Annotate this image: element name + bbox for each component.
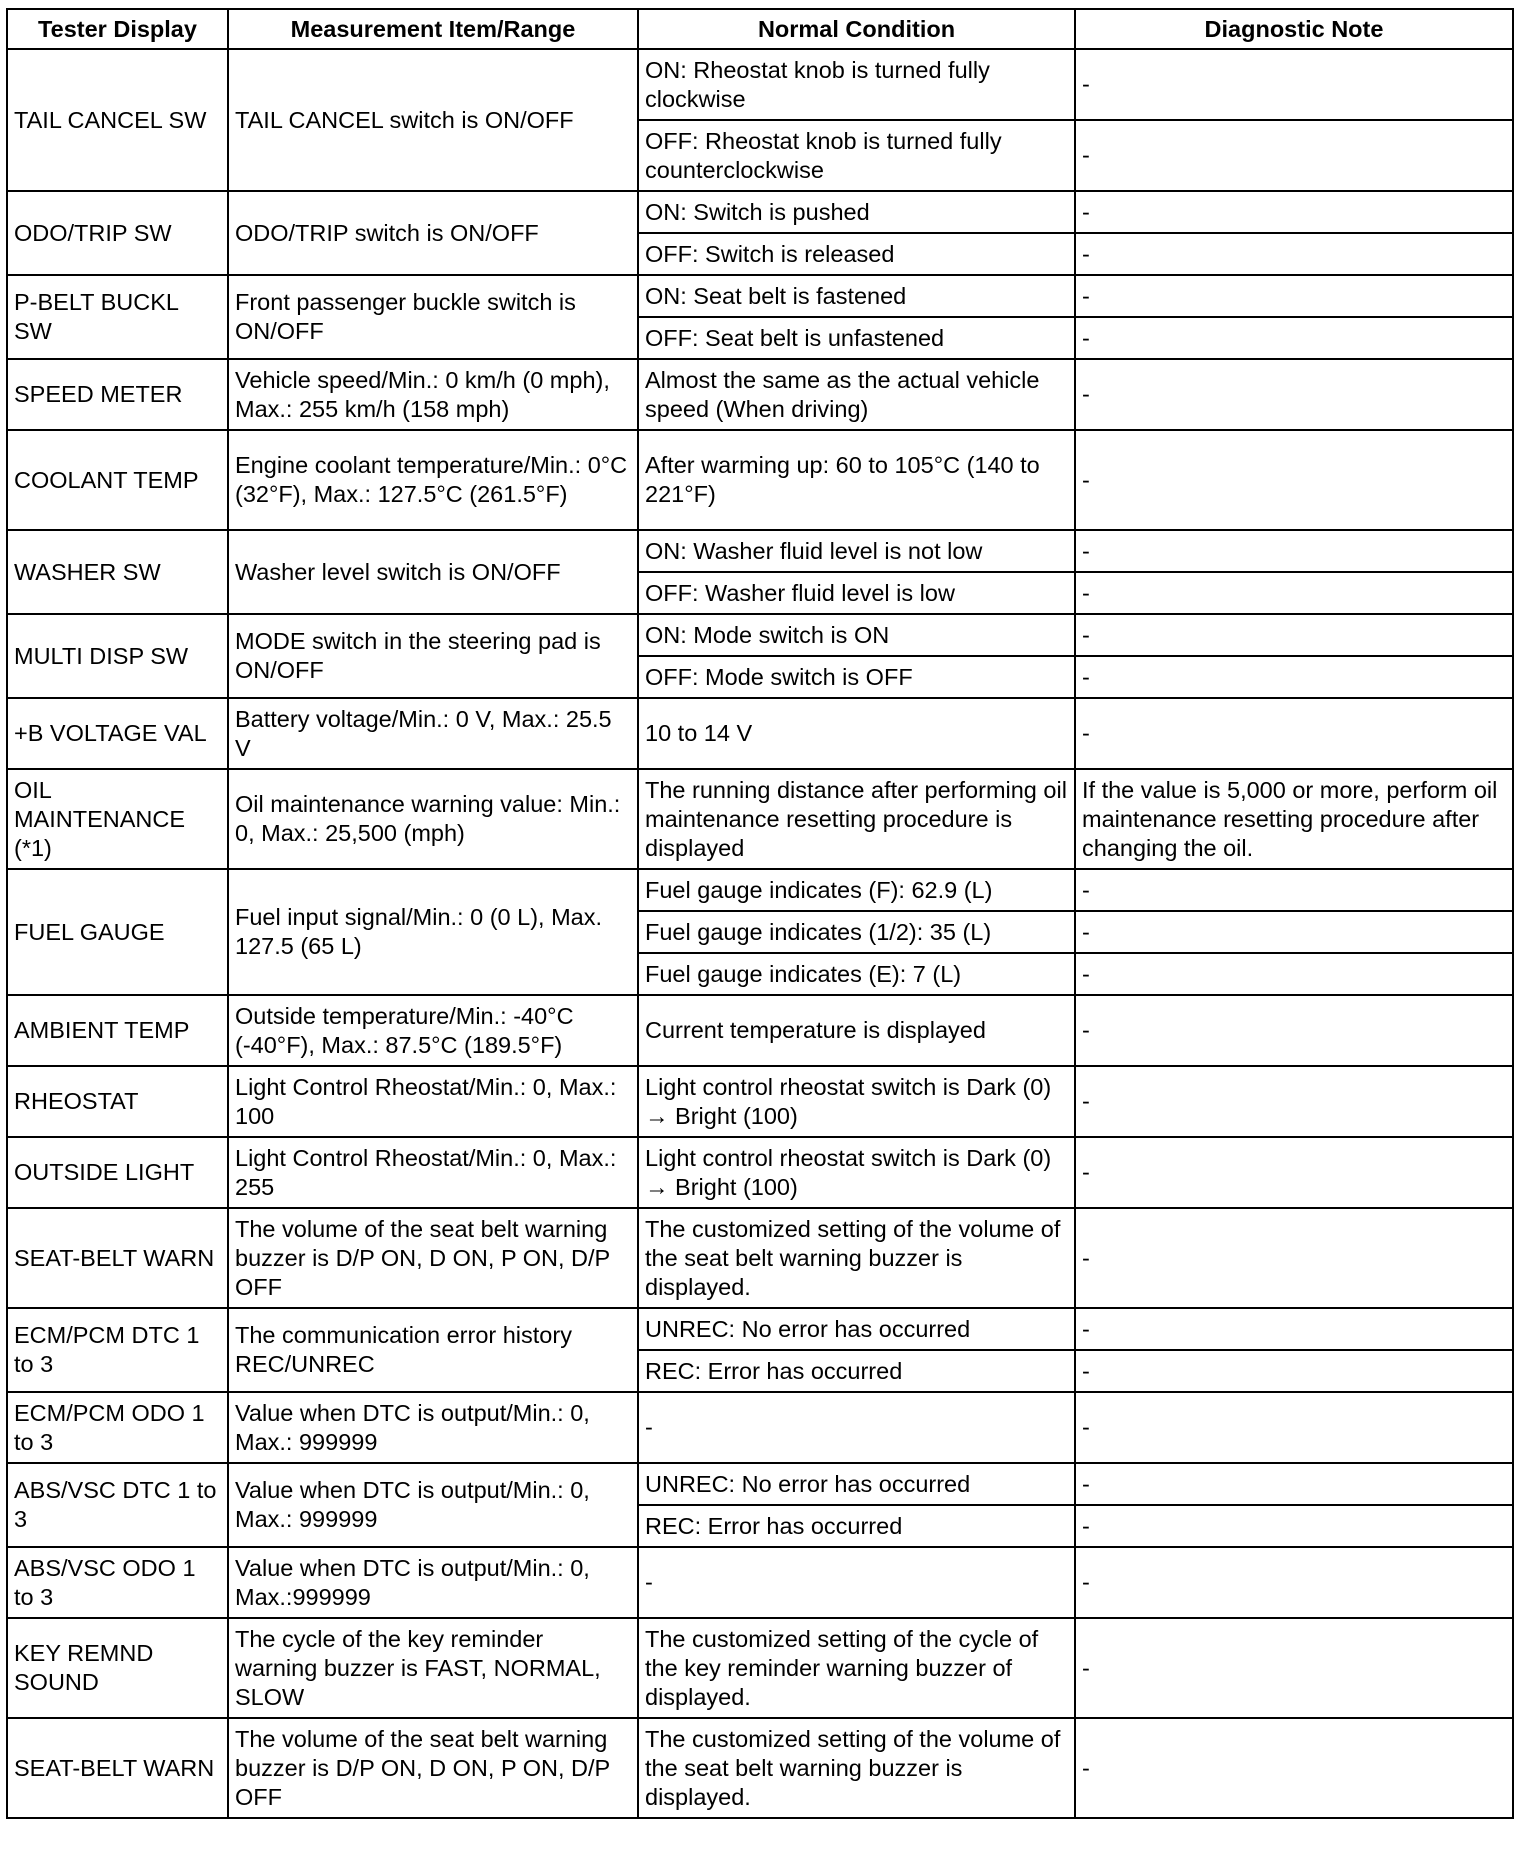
diagnostic-note-cell: - — [1075, 191, 1513, 233]
normal-condition-cell: Fuel gauge indicates (1/2): 35 (L) — [638, 911, 1075, 953]
tester-display-cell: RHEOSTAT — [7, 1066, 228, 1137]
normal-condition-cell: ON: Rheostat knob is turned fully clockwise — [638, 49, 1075, 120]
diagnostic-note-cell: - — [1075, 317, 1513, 359]
normal-condition-cell: OFF: Mode switch is OFF — [638, 656, 1075, 698]
measurement-cell: The volume of the seat belt warning buzzer is D/P ON, D ON, P ON, D/P OFF — [228, 1208, 638, 1308]
diagnostic-note-cell: - — [1075, 1463, 1513, 1505]
normal-condition-cell: ON: Seat belt is fastened — [638, 275, 1075, 317]
diagnostic-note-cell: - — [1075, 1547, 1513, 1618]
measurement-cell: Fuel input signal/Min.: 0 (0 L), Max. 127.5 (65 L) — [228, 869, 638, 995]
diagnostic-note-cell: - — [1075, 530, 1513, 572]
measurement-cell: Engine coolant temperature/Min.: 0°C (32°F), Max.: 127.5°C (261.5°F) — [228, 430, 638, 530]
diagnostic-note-cell: - — [1075, 1350, 1513, 1392]
measurement-cell: Washer level switch is ON/OFF — [228, 530, 638, 614]
table-row — [7, 1392, 1513, 1463]
measurement-cell: TAIL CANCEL switch is ON/OFF — [228, 49, 638, 191]
tester-display-cell: P-BELT BUCKL SW — [7, 275, 228, 359]
normal-condition-cell: The running distance after performing oil maintenance resetting procedure is displayed — [638, 769, 1075, 869]
header-diagnostic-note: Diagnostic Note — [1075, 9, 1513, 49]
tester-display-cell: OUTSIDE LIGHT — [7, 1137, 228, 1208]
table-row — [7, 1463, 1513, 1505]
table-row — [7, 359, 1513, 430]
normal-condition-cell: ON: Washer fluid level is not low — [638, 530, 1075, 572]
header-tester-display: Tester Display — [7, 9, 228, 49]
diagnostic-note-cell: - — [1075, 911, 1513, 953]
diagnostic-note-cell: - — [1075, 953, 1513, 995]
table-row — [7, 191, 1513, 233]
table-row — [7, 614, 1513, 656]
diagnostic-note-cell: - — [1075, 275, 1513, 317]
normal-condition-cell: - — [638, 1547, 1075, 1618]
normal-condition-cell: OFF: Switch is released — [638, 233, 1075, 275]
diagnostic-note-cell: - — [1075, 614, 1513, 656]
measurement-cell: Value when DTC is output/Min.: 0, Max.: 999999 — [228, 1463, 638, 1547]
normal-condition-cell: After warming up: 60 to 105°C (140 to 221°F) — [638, 430, 1075, 530]
normal-condition-cell: The customized setting of the cycle of the key reminder warning buzzer of displayed. — [638, 1618, 1075, 1718]
measurement-cell: Value when DTC is output/Min.: 0, Max.:999999 — [228, 1547, 638, 1618]
normal-condition-cell: 10 to 14 V — [638, 698, 1075, 769]
tester-display-cell: AMBIENT TEMP — [7, 995, 228, 1066]
table-row — [7, 995, 1513, 1066]
normal-condition-cell: The customized setting of the volume of the seat belt warning buzzer is displayed. — [638, 1718, 1075, 1818]
diagnostic-note-cell: - — [1075, 233, 1513, 275]
header-measurement: Measurement Item/Range — [228, 9, 638, 49]
table-row — [7, 1208, 1513, 1308]
tester-display-cell: SPEED METER — [7, 359, 228, 430]
header-normal-condition: Normal Condition — [638, 9, 1075, 49]
normal-condition-cell: OFF: Rheostat knob is turned fully counterclockwise — [638, 120, 1075, 191]
measurement-cell: ODO/TRIP switch is ON/OFF — [228, 191, 638, 275]
diagnostic-note-cell: - — [1075, 1618, 1513, 1718]
table-row — [7, 49, 1513, 120]
tester-display-cell: ECM/PCM DTC 1 to 3 — [7, 1308, 228, 1392]
tester-display-cell: ECM/PCM ODO 1 to 3 — [7, 1392, 228, 1463]
measurement-cell: MODE switch in the steering pad is ON/OFF — [228, 614, 638, 698]
normal-condition-cell: Light control rheostat switch is Dark (0) → Bright (100) — [638, 1137, 1075, 1208]
diagnostic-note-cell: - — [1075, 49, 1513, 120]
normal-condition-cell: ON: Switch is pushed — [638, 191, 1075, 233]
normal-condition-cell: REC: Error has occurred — [638, 1350, 1075, 1392]
diagnostic-note-cell: - — [1075, 1392, 1513, 1463]
normal-condition-cell: REC: Error has occurred — [638, 1505, 1075, 1547]
normal-condition-cell: ON: Mode switch is ON — [638, 614, 1075, 656]
table-row — [7, 275, 1513, 317]
measurement-cell: The cycle of the key reminder warning buzzer is FAST, NORMAL, SLOW — [228, 1618, 638, 1718]
diagnostic-note-cell: - — [1075, 995, 1513, 1066]
tester-display-cell: OIL MAINTENANCE (*1) — [7, 769, 228, 869]
diagnostic-note-cell: - — [1075, 1208, 1513, 1308]
normal-condition-cell: Fuel gauge indicates (E): 7 (L) — [638, 953, 1075, 995]
diagnostic-note-cell: - — [1075, 869, 1513, 911]
measurement-cell: Vehicle speed/Min.: 0 km/h (0 mph), Max.: 255 km/h (158 mph) — [228, 359, 638, 430]
normal-condition-cell: OFF: Seat belt is unfastened — [638, 317, 1075, 359]
tester-display-cell: SEAT-BELT WARN — [7, 1718, 228, 1818]
table-row — [7, 698, 1513, 769]
table-row — [7, 430, 1513, 530]
diagnostic-note-cell: - — [1075, 1505, 1513, 1547]
diagnostic-note-cell: - — [1075, 1137, 1513, 1208]
measurement-cell: Front passenger buckle switch is ON/OFF — [228, 275, 638, 359]
table-row — [7, 1718, 1513, 1818]
tester-display-cell: KEY REMND SOUND — [7, 1618, 228, 1718]
diagnostic-note-cell: - — [1075, 359, 1513, 430]
tester-display-cell: COOLANT TEMP — [7, 430, 228, 530]
table-row — [7, 1618, 1513, 1718]
measurement-cell: Outside temperature/Min.: -40°C (-40°F), Max.: 87.5°C (189.5°F) — [228, 995, 638, 1066]
measurement-cell: The communication error history REC/UNREC — [228, 1308, 638, 1392]
table-row — [7, 1066, 1513, 1137]
measurement-cell: Battery voltage/Min.: 0 V, Max.: 25.5 V — [228, 698, 638, 769]
measurement-cell: The volume of the seat belt warning buzzer is D/P ON, D ON, P ON, D/P OFF — [228, 1718, 638, 1818]
measurement-cell: Value when DTC is output/Min.: 0, Max.: 999999 — [228, 1392, 638, 1463]
diagnostic-note-cell: - — [1075, 120, 1513, 191]
table-row — [7, 869, 1513, 911]
diagnostic-note-cell: - — [1075, 1066, 1513, 1137]
table-row — [7, 769, 1513, 869]
diagnostic-note-cell: If the value is 5,000 or more, perform oil maintenance resetting procedure after changing the oil. — [1075, 769, 1513, 869]
normal-condition-cell: OFF: Washer fluid level is low — [638, 572, 1075, 614]
tester-display-cell: TAIL CANCEL SW — [7, 49, 228, 191]
normal-condition-cell: UNREC: No error has occurred — [638, 1463, 1075, 1505]
tester-display-cell: ABS/VSC DTC 1 to 3 — [7, 1463, 228, 1547]
diagnostic-note-cell: - — [1075, 698, 1513, 769]
measurement-cell: Oil maintenance warning value: Min.: 0, Max.: 25,500 (mph) — [228, 769, 638, 869]
normal-condition-cell: Almost the same as the actual vehicle speed (When driving) — [638, 359, 1075, 430]
tester-display-cell: WASHER SW — [7, 530, 228, 614]
tester-display-cell: +B VOLTAGE VAL — [7, 698, 228, 769]
data-list-table — [6, 8, 1514, 1819]
header-row — [7, 9, 1513, 49]
table-row — [7, 1547, 1513, 1618]
diagnostic-note-cell: - — [1075, 1308, 1513, 1350]
measurement-cell: Light Control Rheostat/Min.: 0, Max.: 255 — [228, 1137, 638, 1208]
diagnostic-note-cell: - — [1075, 656, 1513, 698]
table-row — [7, 1137, 1513, 1208]
normal-condition-cell: - — [638, 1392, 1075, 1463]
diagnostic-note-cell: - — [1075, 430, 1513, 530]
table-row — [7, 1308, 1513, 1350]
normal-condition-cell: Light control rheostat switch is Dark (0) → Bright (100) — [638, 1066, 1075, 1137]
tester-display-cell: MULTI DISP SW — [7, 614, 228, 698]
tester-display-cell: ODO/TRIP SW — [7, 191, 228, 275]
diagnostic-note-cell: - — [1075, 1718, 1513, 1818]
table-row — [7, 530, 1513, 572]
measurement-cell: Light Control Rheostat/Min.: 0, Max.: 100 — [228, 1066, 638, 1137]
tester-display-cell: SEAT-BELT WARN — [7, 1208, 228, 1308]
diagnostic-note-cell: - — [1075, 572, 1513, 614]
normal-condition-cell: The customized setting of the volume of the seat belt warning buzzer is displayed. — [638, 1208, 1075, 1308]
normal-condition-cell: Current temperature is displayed — [638, 995, 1075, 1066]
data-list-sheet — [6, 8, 1512, 1819]
tester-display-cell: FUEL GAUGE — [7, 869, 228, 995]
normal-condition-cell: UNREC: No error has occurred — [638, 1308, 1075, 1350]
normal-condition-cell: Fuel gauge indicates (F): 62.9 (L) — [638, 869, 1075, 911]
tester-display-cell: ABS/VSC ODO 1 to 3 — [7, 1547, 228, 1618]
